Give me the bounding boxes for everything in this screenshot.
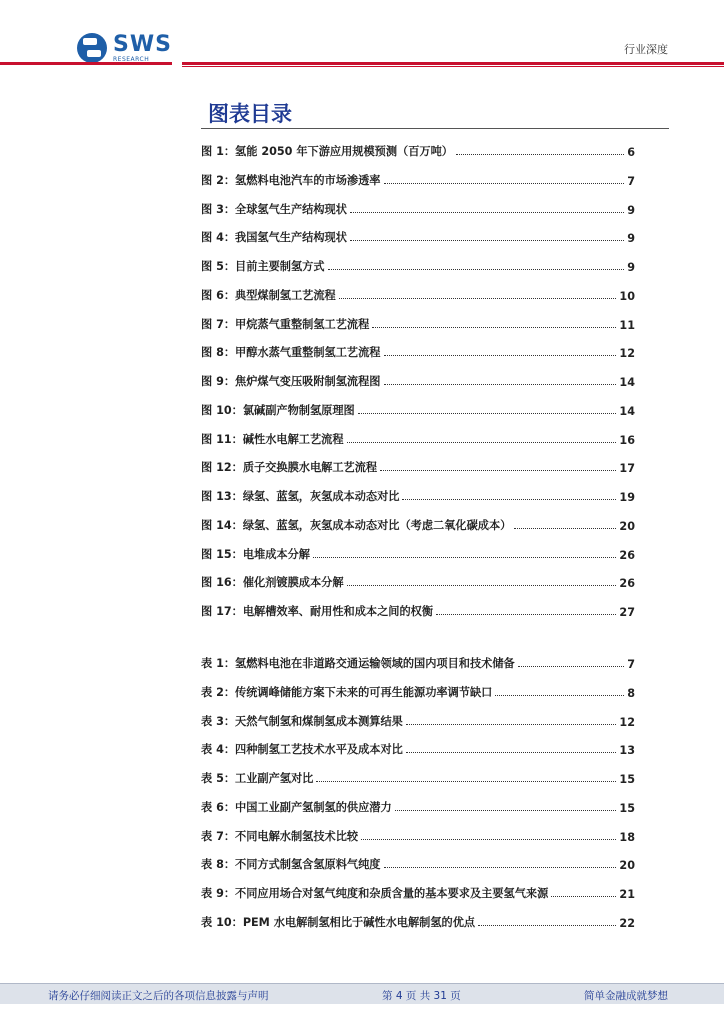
toc-entry-page: 12: [619, 715, 635, 729]
toc-leader-dots: [551, 896, 616, 897]
toc-table-entry[interactable]: [201, 883, 635, 901]
toc-leader-dots: [350, 240, 624, 241]
toc-leader-dots: [358, 413, 617, 414]
toc-figure-entry[interactable]: [201, 285, 635, 303]
toc-title-rule: [201, 128, 669, 129]
toc-entry-label: 图 8：甲醇水蒸气重整制氢工艺流程: [201, 346, 381, 360]
toc-table-entry[interactable]: [201, 711, 635, 729]
toc-entry-page: 21: [619, 888, 635, 901]
toc-entry-label: 图 16：催化剂镀膜成本分解: [201, 576, 344, 590]
sws-logo-icon: [77, 33, 107, 63]
toc-leader-dots: [313, 557, 616, 558]
toc-entry-page: 9: [627, 232, 635, 246]
toc-figure-entry[interactable]: [201, 572, 635, 590]
toc-leader-dots: [384, 867, 617, 868]
toc-figure-entry[interactable]: [201, 342, 635, 360]
toc-leader-dots: [328, 269, 625, 270]
toc-figure-entry[interactable]: [201, 227, 635, 245]
toc-entry-page: 19: [619, 491, 635, 504]
toc-entry-label: 图 6：典型煤制氢工艺流程: [201, 288, 336, 302]
toc-entry-label: 表 7：不同电解水制氢技术比较: [201, 829, 359, 843]
toc-leader-dots: [350, 212, 624, 213]
toc-leader-dots: [495, 695, 624, 696]
toc-entry-page: 17: [619, 462, 635, 476]
toc-leader-dots: [361, 839, 616, 840]
footer-slogan: 简单金融成就梦想: [584, 990, 668, 1002]
toc-leader-dots: [436, 614, 616, 615]
toc-figure-entry[interactable]: [201, 314, 635, 332]
toc-figure-entry[interactable]: [201, 199, 635, 217]
toc-table-entry[interactable]: [201, 768, 635, 786]
toc-entry-page: 14: [619, 376, 635, 389]
toc-leader-dots: [384, 183, 625, 184]
toc-entry-page: 7: [627, 174, 635, 188]
toc-leader-dots: [384, 355, 617, 356]
toc-leader-dots: [478, 925, 616, 926]
report-category: 行业深度: [624, 43, 668, 56]
toc-table-entry[interactable]: [201, 739, 635, 757]
toc-title: 图表目录: [208, 102, 292, 126]
toc-table-entry[interactable]: [201, 912, 635, 930]
toc-entry-label: 表 10：PEM 水电解制氢相比于碱性水电解制氢的优点: [201, 915, 476, 929]
toc-figure-entry[interactable]: [201, 544, 635, 562]
footer-disclaimer: 请务必仔细阅读正文之后的各项信息披露与声明: [48, 990, 269, 1002]
toc-entry-label: 表 4：四种制氢工艺技术水平及成本对比: [201, 743, 403, 757]
toc-leader-dots: [395, 810, 617, 811]
toc-entry-label: 图 2：氢燃料电池汽车的市场渗透率: [201, 173, 381, 187]
toc-table-entry[interactable]: [201, 682, 635, 700]
toc-leader-dots: [406, 752, 617, 753]
toc-entry-label: 图 15：电堆成本分解: [201, 547, 310, 561]
toc-leader-dots: [380, 470, 616, 471]
toc-entry-page: 8: [627, 686, 635, 700]
header-rule-right-thin: [182, 66, 724, 67]
toc-figure-entry[interactable]: [201, 515, 635, 533]
toc-entry-label: 图 17：电解槽效率、耐用性和成本之间的权衡: [201, 605, 434, 618]
sws-logo: [77, 32, 172, 64]
toc-entry-label: 表 5：工业副产氢对比: [201, 772, 314, 785]
toc-table-entry[interactable]: [201, 797, 635, 815]
toc-entry-page: 12: [619, 347, 635, 361]
logo-subtext: RESEARCH: [113, 55, 150, 63]
toc-entry-page: 14: [619, 404, 635, 418]
toc-entry-page: 18: [619, 830, 635, 844]
toc-entry-label: 表 3：天然气制氢和煤制氢成本测算结果: [201, 714, 403, 728]
toc-entry-page: 20: [619, 859, 635, 873]
toc-entry-label: 图 9：焦炉煤气变压吸附制氢流程图: [201, 375, 381, 388]
toc-table-entry[interactable]: [201, 653, 635, 671]
toc-table-entry[interactable]: [201, 854, 635, 872]
page-header: [0, 0, 724, 70]
footer-page-number: 第 4 页 共 31 页: [382, 990, 461, 1002]
toc-table-entry[interactable]: [201, 826, 635, 844]
toc-entry-page: 15: [619, 773, 635, 786]
toc-entry-page: 7: [627, 658, 635, 671]
toc-entry-label: 图 1：氢能 2050 年下游应用规模预测（百万吨）: [201, 145, 453, 158]
toc-leader-dots: [406, 724, 617, 725]
toc-entry-label: 图 7：甲烷蒸气重整制氢工艺流程: [201, 317, 370, 331]
toc-figure-entry[interactable]: [201, 256, 635, 274]
toc-entry-label: 表 6：中国工业副产氢制氢的供应潜力: [201, 800, 392, 814]
toc-entry-label: 图 5：目前主要制氢方式: [201, 260, 325, 273]
header-rule-right: [182, 62, 724, 65]
toc-leader-dots: [456, 154, 624, 155]
toc-entry-label: 图 12：质子交换膜水电解工艺流程: [201, 461, 378, 475]
toc-entry-page: 13: [619, 744, 635, 758]
toc-leader-dots: [518, 666, 624, 667]
toc-entry-page: 26: [619, 577, 635, 591]
toc-entry-page: 11: [619, 318, 635, 332]
toc-figure-entry[interactable]: [201, 371, 635, 389]
toc-entry-page: 27: [619, 606, 635, 619]
toc-leader-dots: [402, 499, 616, 500]
toc-entry-page: 15: [619, 801, 635, 815]
toc-leader-dots: [347, 442, 617, 443]
toc-entry-label: 图 14：绿氢、蓝氢，灰氢成本动态对比（考虑二氧化碳成本）: [201, 518, 512, 532]
toc-figure-entry[interactable]: [201, 486, 635, 504]
toc-leader-dots: [372, 327, 616, 328]
toc-entry-page: 9: [627, 261, 635, 274]
toc-leader-dots: [514, 528, 616, 529]
toc-entry-page: 20: [619, 519, 635, 533]
toc-entry-label: 表 8：不同方式制氢含氢原料气纯度: [201, 858, 381, 872]
toc-entry-label: 图 4：我国氢气生产结构现状: [201, 231, 347, 245]
toc-leader-dots: [339, 298, 617, 299]
toc-leader-dots: [347, 585, 617, 586]
toc-entry-label: 图 3：全球氢气生产结构现状: [201, 202, 347, 216]
logo-text: SWS: [113, 31, 172, 57]
toc-entry-label: 图 10：氯碱副产物制氢原理图: [201, 403, 355, 417]
toc-figure-entry[interactable]: [201, 601, 635, 619]
toc-entry-page: 22: [619, 916, 635, 930]
toc-figure-entry[interactable]: [201, 429, 635, 447]
header-rule-left: [0, 62, 172, 65]
toc-figure-entry[interactable]: [201, 457, 635, 475]
toc-entry-label: 图 13：绿氢、蓝氢，灰氢成本动态对比: [201, 490, 400, 503]
toc-entry-label: 表 2：传统调峰储能方案下未来的可再生能源功率调节缺口: [201, 685, 493, 699]
toc-leader-dots: [316, 781, 616, 782]
toc-figure-entry[interactable]: [201, 141, 635, 159]
toc-entry-page: 9: [627, 203, 635, 217]
toc-leader-dots: [384, 384, 617, 385]
toc-entry-page: 26: [619, 548, 635, 562]
toc-entry-label: 图 11：碱性水电解工艺流程: [201, 432, 344, 446]
toc-entry-page: 16: [619, 433, 635, 447]
toc-entry-label: 表 9：不同应用场合对氢气纯度和杂质含量的基本要求及主要氢气来源: [201, 887, 549, 900]
toc-figure-entry[interactable]: [201, 400, 635, 418]
toc-entry-page: 6: [627, 146, 635, 159]
toc-figure-entry[interactable]: [201, 170, 635, 188]
toc-entry-label: 表 1：氢燃料电池在非道路交通运输领域的国内项目和技术储备: [201, 657, 515, 670]
toc-entry-page: 10: [619, 289, 635, 303]
